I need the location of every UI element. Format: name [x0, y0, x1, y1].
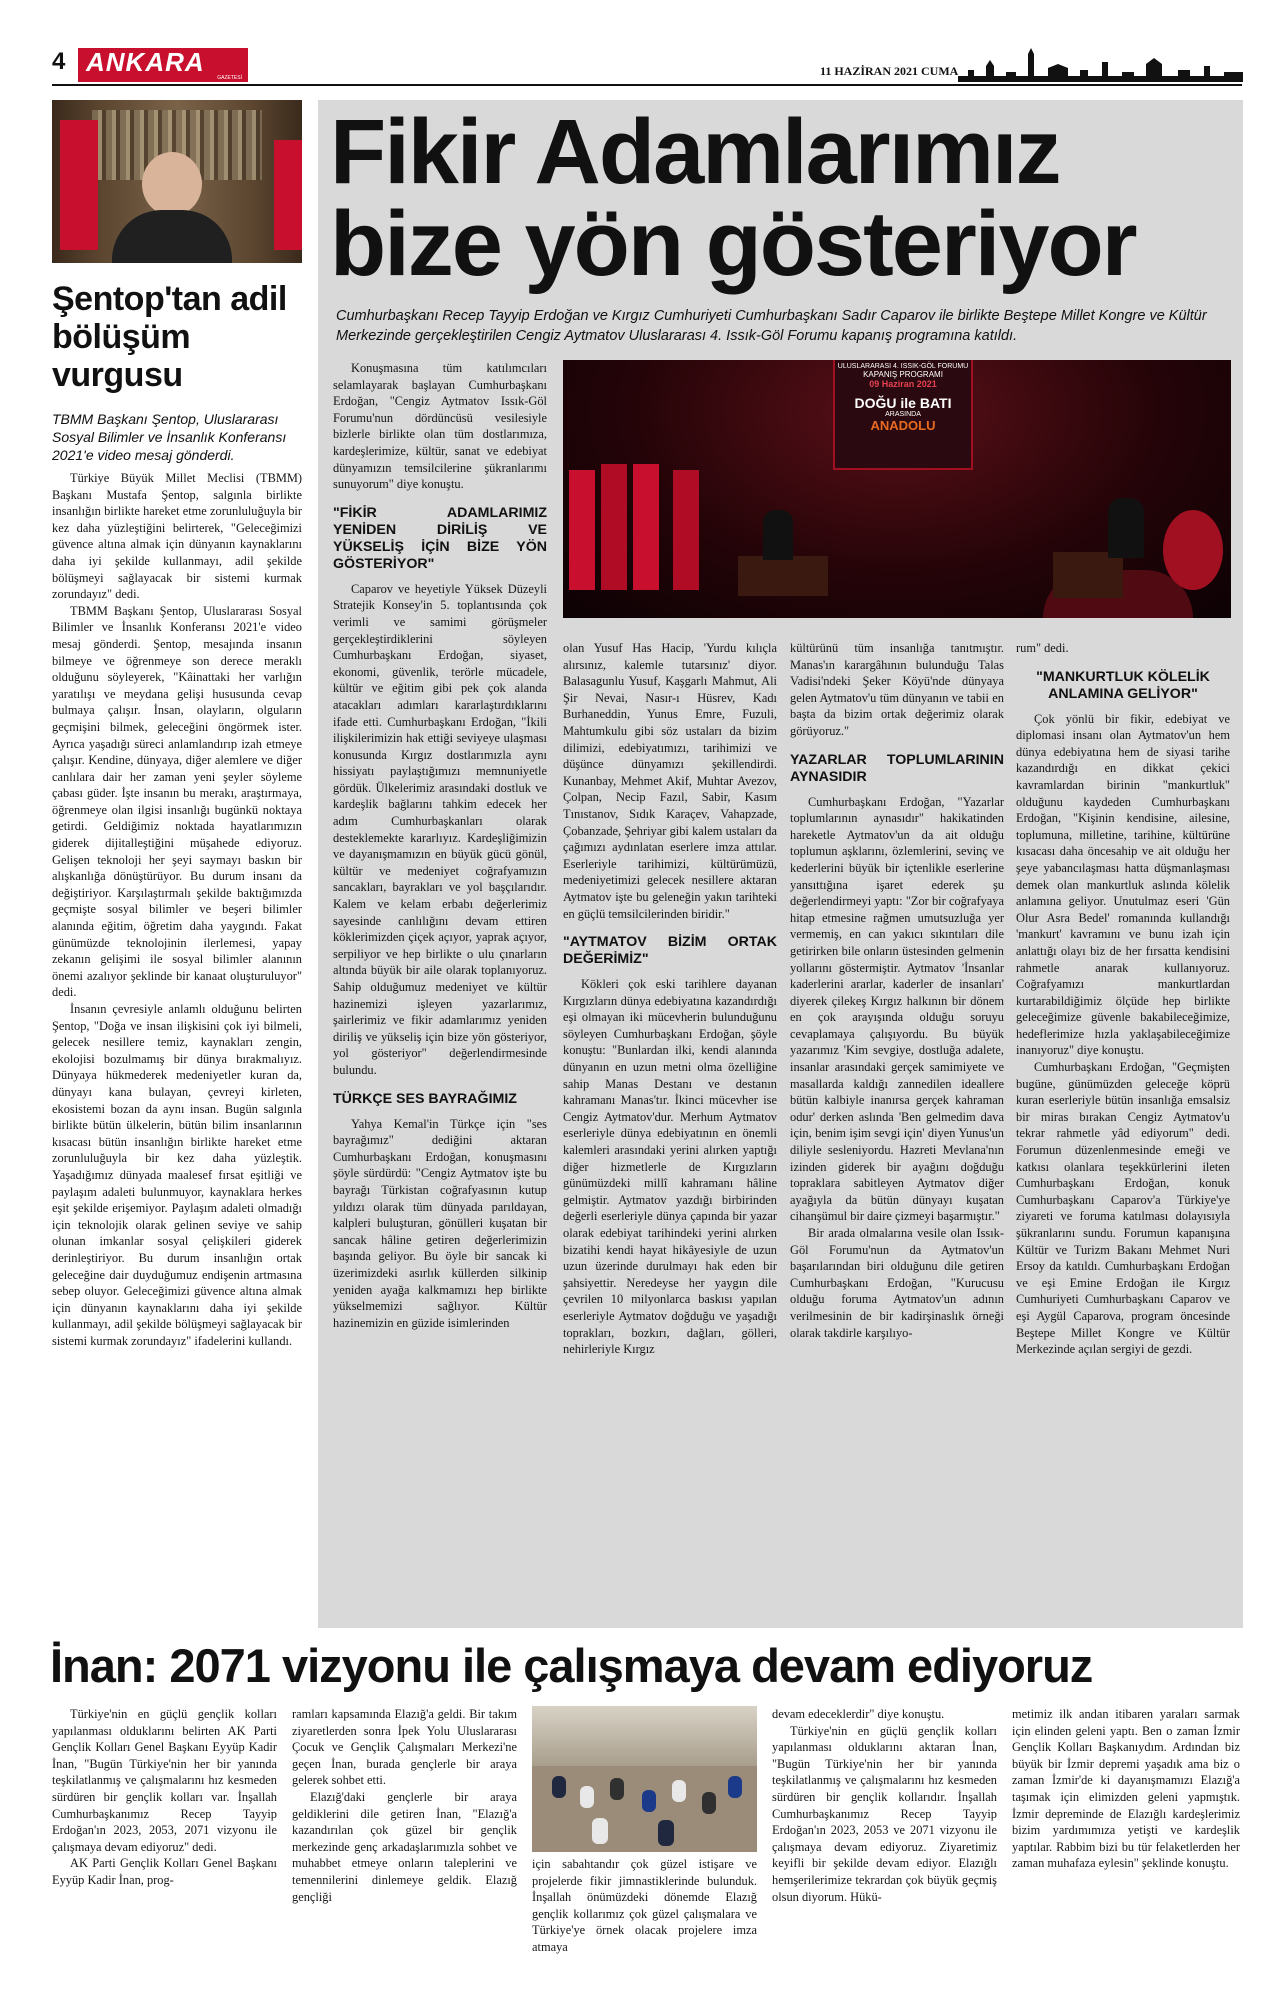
main-col4-body3: Cumhurbaşkanı Erdoğan, "Geçmişten bugüne, günümüzden geleceğe köprü kuran eserleriyle bütün insanlığa emsalsiz bir miras bırakan Cengiz Aytmatov'u tekrar rahmetle yâd ediyorum" dedi. Forumun düzenlenmesinde emeği ve katkısı olanlara teşekkürlerini ileten Cumhurbaşkanı Erdoğan, konuk Cumhurbaşkanı Caparov'a Türkiye'ye ziyareti ve foruma katılması dolayısıyla şükranlarını sundu. Forumun kapanışına Kültür ve Turizm Bakanı Mehmet Nuri Ersoy da katıldı. Cumhurbaşkanı Erdoğan ve eşi Emine Erdoğan ile Kırgız Cumhuriyeti Cumhurbaşkanı Caparov ve eşi Aygül Caparova, program öncesinde Beştepe Millet Kongre ve Kültür Merkezinde açılan sergiyi de gezdi. — [1016, 1060, 1230, 1357]
bottom-col5 — [1012, 1706, 1240, 1872]
side-body — [52, 470, 302, 1349]
main-col1-body: Caparov ve heyetiyle Yüksek Düzeyli Stratejik Konsey'in 5. toplantısında çok verimli ve samimi görüşmeler gerçekleştirdiklerini söyleyen Cumhurbaşkanı Erdoğan, siyaset, ekonomi, güvenlik, terörle mücadele, kültür ve eğitim gibi pek çok alanda atacakları adımları kararlaştırdıklarını ifade etti. Cumhurbaşkanı Erdoğan, "İkili ilişkilerimizin hak ettiği seviyeye ulaşması konusunda Kırgız dostlarımızla aynı hissiyatı paylaştığımızı memnuniyetle gördük. Ülkelerimiz arasındaki dostluk ve kardeşlik bağlarını tahkim edecek her adım Cumhurbaşkanları olarak desteklemekte kararlıyız. Kardeşliğimizin ve dayanışmamızın en büyük gücü gönül, kültür ve medeniyet coğrafyamızın sancakları, bayrakları ve yol başçılarıdır. Kalem ve kelam erbabı değerlerimiz sayesinde canlılığını devam ettiren köklerimizden çiçek açıyor, yaprak açıyor, serpiliyor ve hep birlikte o ulu çınarların altında büyük bir aile olarak toplanıyoruz. Sahip olduğumuz medeniyet ve kültür hazinemizi işleyen yazarlarımız, şairlerimiz ve fikir adamlarımız yeniden diriliş ve yükseliş için bize yön gösteriyor, yol gösteriyor" değerlendirmesinde bulundu. — [333, 581, 547, 1077]
newspaper-logo — [78, 48, 248, 82]
bottom-title: İnan: 2071 vizyonu ile çalışmaya devam ediyoruz — [50, 1639, 1093, 1692]
main-col4-body: rum" dedi. — [1016, 641, 1069, 655]
bottom-col3-body: için sabahtandır çok güzel istişare ve projelerde fikir jimnastiklerinde bulunduk. İnşallah önümüzdeki dönemde Elazığ gençlik kollarımız çok güzel çalışmalara ve Türkiye'ye örnek olacak projelere imza atmaya — [532, 1857, 757, 1954]
main-col4 — [1016, 640, 1230, 1358]
side-paragraph: Türkiye Büyük Millet Meclisi (TBMM) Başkanı Mustafa Şentop, salgınla birlikte insanlığın birlikte hareket etme zorunluluğuyla bir kez daha yüzleştiğini belirterek, "Geleceğimizi güvence altına almak için dünyanın kaynaklarını daha iyi şekilde kullanmayı, adil şekilde bölüşmeyi sağlayacak bir sistemi kurmak zorundayız" dedi. — [52, 471, 302, 602]
bottom-col4 — [772, 1706, 997, 1905]
main-col3-body2: Cumhurbaşkanı Erdoğan, "Yazarlar toplumlarının aynasıdır" hakikatinden hareketle Aytmatov'un da ait olduğu toplumun aşklarını, özlemlerini, sevinç ve kederlerini büyük bir içtenlikle eserlerine yansıttığına işaret ederek şu değerlendirmeyi yaptı: "Zor bir coğrafyaya hitap etmesine rağmen umutsuzluğa yer vermemiş, en can yakıcı sıkıntıları dile getirirken bile onların üstesinden gelmenin yollarını göstermiştir. Aytmatov 'İnsanlar kaderlerini ararlar, kaderler de insanları' diyerek çilekeş Kırgız halkının bir dönem en çok arayışında olduğu soruyu cevaplamaya çalışıyordu. Bu büyük yazarımız 'Kim sevgiye, dostluğa adalete, insanlar arasındaki gerçek samimiyete ve masallarda kaldığı zannedilen ideallere bütün kalbiyle inanırsa gerçek kahraman odur' derken aslında 'Ben gelmedim dava için, benim işim sevgi için' diyen Yunus'un diliyle sesleniyordu. Hazreti Mevlana'nın izinden giderek bir ayağını doğduğu topraklara sabitleyen Aytmatov diğer ayağıyla da bütün dünyayı kuşatan cihanşümul bir daire çizmeyi başarmıştır." — [790, 794, 1004, 1224]
bottom-col1-body: Türkiye'nin en güçlü gençlik kolları yapılanması olduklarını belirten AK Parti Gençlik Kolları Genel Başkanı Eyyüp Kadir İnan, "Bugün Türkiye'nin her bir yanında teşkilatlanmış ve çalışmalarını hız kesmeden sürdüren bir gençlik kolları var. İnşallah Cumhurbaşkanımız Recep Tayyip Erdoğan'ın 2023, 2053, 2071 vizyonu ile çalışmaya devam ediyoruz" dedi. — [52, 1707, 277, 1854]
issue-date: 11 HAZİRAN 2021 CUMA — [820, 64, 959, 78]
screen-line3: 09 Haziran 2021 — [869, 379, 937, 389]
main-title-line1: Fikir Adamlarımız — [330, 101, 1060, 203]
main-col4-heading: "MANKURTLUK KÖLELİK ANLAMINA GELİYOR" — [1036, 668, 1210, 702]
bottom-col5-body: metimiz ilk andan itibaren yaraları sarmak için elinden geleni yaptı. Ben o zaman İzmir Gençlik Kolları Başkanıydım. Ardından biz büyük bir İzmir depremi yaşadık ama biz o zaman İzmir'de ki dayanışmamızı Elazığ'a taşımak için elimizden geleni yapmıştık. İzmir depreminde de Elazığlı kardeşlerimiz bizim yardımımıza yetişti ve kardeşlik yaptılar. Rabbim bizi bu tür felaketlerden her zaman muhafaza eylesin" şeklinde konuştu. — [1012, 1707, 1240, 1871]
main-col2-heading: "AYTMATOV BİZİM ORTAK DEĞERİMİZ" — [563, 934, 777, 968]
bottom-col2-body: ramları kapsamında Elazığ'a geldi. Bir takım ziyaretlerden sonra İpek Yolu Uluslararası Çocuk ve Gençlik Çalışmaları Merkezi'ne geçen İnan, burada gençlerle bir araya gelerek sohbet etti. — [292, 1707, 517, 1788]
main-col3-body3: Bir arada olmalarına vesile olan Issık-Göl Forumu'nun da Aytmatov'un başarılarından biri olduğunu dile getiren Cumhurbaşkanı Erdoğan, "Kurucusu olduğu foruma Aytmatov'un adının verilmesinin de bir kadirşinaslık örneği olarak takdirle karşılıyo- — [790, 1226, 1004, 1340]
main-col2-body2: Kökleri çok eski tarihlere dayanan Kırgızların dünya edebiyatına kazandırdığı eşi olmayan iki mücevherin bulunduğunu söyleyen Cumhurbaşkanı Erdoğan, şöyle konuştu: "Bunlardan ilki, kendi alanında dünyanın en uzun metni olma özelliğine sahip Manas Destanı ve destanın kahramanı Manas'tır. İkinci mücevher ise Cengiz Aytmatov'dur. Merhum Aytmatov eserleriyle dünya edebiyatının en önemli kalemleri arasındaki yerini alırken yaptığı diğer hizmetlerle de Kırgızların günümüzdeki millî kahramanı hâline gelmiştir. Aytmatov yazdığı birbirinden değerli eserleriyle dünya çapında bir yazar olarak edebiyat tarihindeki yerini alırken bizatihi kendi hayat hikâyesiyle de uzun uzun üzerinde durulmayı hak eden bir şahsiyettir. Neredeyse her yaygın dile çevrilen 10 milyonlarca baskısı yapılan eserleriyle Aytmatov doğduğu ve yaşadığı toprakları, bozkırı, dağları, gölleri, nehirleriyle Kırgız — [563, 977, 777, 1357]
main-col1-intro: Konuşmasına tüm katılımcıları selamlayarak başlayan Cumhurbaşkanı Erdoğan, "Cengiz Aytmatov Issık-Göl Forumu'nun dördüncüsü vesilesiyle bizlerle birlikte olan tüm dostlarımıza, kardeşlerimize, kültür, sanat ve edebiyat dünyamızın temsilcilerine şükranlarımı sunuyorum" diye konuştu. — [333, 361, 547, 492]
header-rule — [52, 84, 1242, 86]
screen-line6: ANADOLU — [870, 418, 936, 433]
bottom-col4-body2: Türkiye'nin en güçlü gençlik kolları yapılanması olduklarını aktaran İnan, "Bugün Türkiye'nin her bir yanında teşkilatlanmış ve çalışmalarını hız kesmeden sürdüren bir gençlik kollarıdır. İnşallah Cumhurbaşkanımız Recep Tayyip Erdoğan'ın 2023, 2053 ve 2071 vizyonu ile çalışmaya devam ediyoruz. Ziyaretimiz keyifli bir şekilde devam ediyor. Elazığlı hemşerilerimize tekrardan çok büyük geçmiş olsun diyorum. Hükü- — [772, 1723, 997, 1904]
main-title-line2: bize yön gösteriyor — [330, 193, 1136, 295]
main-col2 — [563, 640, 777, 1358]
side-lead: TBMM Başkanı Şentop, Uluslararası Sosyal Bilimler ve İnsanlık Konferansı 2021'e video mesaj gönderdi. — [52, 411, 287, 463]
logo-sub: GAZETESİ — [217, 75, 242, 81]
bottom-col2-body2: Elazığ'daki gençlerle bir araya geldiklerini dile getiren İnan, "Elazığ'a kazandırılan çok güzel bir gençlik merkezinde genç arkadaşlarımızla sohbet ve muhabbet etmeye onların taleplerini ve temennilerini dinlemeye geldik. Elazığ gençliği — [292, 1789, 517, 1904]
page-number: 4 — [52, 48, 66, 75]
screen-line4: DOĞU ile BATI — [854, 395, 952, 411]
bottom-col1-body2: AK Parti Gençlik Kolları Genel Başkanı Eyyüp Kadir İnan, prog- — [52, 1856, 277, 1887]
main-col4-body2: Çok yönlü bir fikir, edebiyat ve diplomasi insanı olan Aytmatov'un hem dünya edebiyatına hem de siyasi tarihe kazandırdığı en dikkat çekici kavramlardan birinin "mankurtluk" olduğunu kaydeden Cumhurbaşkanı Erdoğan, "Kişinin kendisine, ailesine, toplumuna, milletine, tarihine, kültürüne kısacası daha öncesahip ve ait olduğu her şeye yabancılaşması hatta düşmanlaşması demek olan mankurtluk aslında kölelik anlamına geliyor. Unutulmaz eseri 'Gün Olur Asra Bedel' romanında kullandığı 'mankurt' kavramını ve bunu izah için anlattığı olayı biz de her fırsatta kendisini rahmetle anarak kullanıyoruz. Coğrafyamızı mankurtlardan kurtarabildiğimiz ölçüde hep birlikte geleceğimize güvenle bakabileceğimize, hedeflerimize hızla yaklaşabileceğimize inanıyoruz" diye konuştu. — [1016, 711, 1230, 1058]
main-col1-body2: Yahya Kemal'in Türkçe için "ses bayrağımız" dediğini aktaran Cumhurbaşkanı Erdoğan, konuşmasını şöyle sürdürdü: "Cengiz Aytmatov işte bu bayrağı Türkistan coğrafyasının kutup yıldızı olarak tüm dünyada parıldayan, kalpleri buluşturan, gönülleri kuşatan bir sancak hâline getiren değerlerimizin başında geliyor. Bu öyle bir sancak ki üzerimizdeki asırlık küllerden silkinip yeniden ayağa kalkmamızı hep birlikte yükselmemizi sağlıyor. Kültür hazinemizin en güzide isimlerinden — [333, 1116, 547, 1330]
main-col3-heading: YAZARLAR TOPLUMLARININ AYNASIDIR — [790, 751, 1004, 785]
logo-text: ANKARA — [86, 47, 205, 77]
main-col1 — [333, 360, 547, 1331]
bottom-col3 — [532, 1856, 757, 1956]
forum-photo — [563, 360, 1231, 618]
main-col1-heading: "FİKİR ADAMLARIMIZ YENİDEN DİRİLİŞ VE YÜKSELİŞ İÇİN BİZE YÖN GÖSTERİYOR" — [333, 504, 547, 572]
main-col3-body: kültürünü tüm insanlığa tanıtmıştır. Manas'ın karargâhının bulunduğu Talas Vadisi'ndeki Şeker Köyü'nde dünyaya gelen Aytmatov'u tüm dünyanın ve tabii en başta da bizim ortak değerimiz olarak görüyoruz." — [790, 641, 1004, 738]
screen-line5: ARASINDA — [885, 411, 921, 418]
city-skyline-icon — [958, 48, 1243, 82]
side-paragraph: İnsanın çevresiyle anlamlı olduğunu belirten Şentop, "Doğa ve insan ilişkisini çok iyi bilmeli, gelecek nesillere temiz, kaynakları zengin, ekolojisi bozulmamış bir dünya bırakmalıyız. Dünyaya hükmederek medeniyetler kuran da, dünyayı kana bulayan, çevreyi kirleten, ekosistemi bozan da aynı insan. Bugün salgınla birlikte bütün ülkelerin, bütün bilim insanlarının kısacası bütün insanlığın birlikte hareket etme zorunluluğuyla bir kez daha yüzleştik. Yaşadığımız dünyada maalesef fırsat eşitliği ve paylaşım adaleti bulunmuyor, kaynaklara herkes eşit şekilde erişemiyor. Paylaşım adaleti olmadığı için teknolojik olarak gelinen seviye ve sahip olunan imkanlar sosyal çelişkileri giderek derinleştiriyor. Bu durum insanlığın ortak geleceğine dair duyduğumuz endişenin artmasına sebep oluyor. Geleceğimizi güvence altına almak için dünyanın kaynaklarını daha iyi şekilde kullanmayı, adil şekilde bölüşmeyi sağlayacak bir sistemi kurmak zorundayız" ifadelerini kullandı. — [52, 1002, 302, 1348]
side-title: Şentop'tan adil bölüşüm vurgusu — [52, 280, 287, 394]
bottom-col1 — [52, 1706, 277, 1889]
main-subtitle: Cumhurbaşkanı Recep Tayyip Erdoğan ve Kırgız Cumhuriyeti Cumhurbaşkanı Sadır Caparov ile birlikte Beştepe Millet Kongre ve Kültür Merkezinde gerçekleştirilen Cengiz Aytmatov Uluslararası 4. Issık-Göl Forumu kapanış programına katıldı. — [336, 308, 1207, 344]
screen-line2: KAPANIŞ PROGRAMI — [863, 370, 943, 379]
sentop-photo — [52, 100, 302, 263]
main-col1-heading2: TÜRKÇE SES BAYRAĞIMIZ — [333, 1090, 517, 1107]
bottom-col4-body: devam edeceklerdir" diye konuştu. — [772, 1707, 945, 1721]
main-col3 — [790, 640, 1004, 1341]
screen-line1: ULUSLARARASI 4. ISSIK-GÖL FORUMU — [837, 363, 969, 370]
youth-meeting-photo — [532, 1706, 757, 1852]
bottom-col2 — [292, 1706, 517, 1905]
main-col2-body: olan Yusuf Has Hacip, 'Yurdu kılıçla alırsınız, kalemle tutarsınız' diyor. Balasagunlu Yusuf, Kaşgarlı Mahmut, Ali Şir Nevai, Nasır-ı Hüsrev, Kadı Burhaneddin, Yunus Emre, Fuzuli, Mahtumkulu gibi söz ustaları da bizim dilimizi, edebiyatımızı, tarihimizi ve düşünce dünyamızı şekillendirdi. Kunanbay, Mehmet Akif, Muhtar Avezov, Çolpan, Necip Fazıl, Sabir, Kasım Tınıstanov, Sıdık Karaçev, Vahapzade, Çobanzade, Şehriyar gibi kalem ustaları da çağımızı aydınlatan eserlere imza attılar. Eserleriyle tarihimizi, kültürümüzü, medeniyetimizi gelecek nesillere aktaran Aytmatov işte bu geleneğin yakın tarihteki en güçlü temsilcilerinden biridir." — [563, 641, 777, 921]
side-paragraph: TBMM Başkanı Şentop, Uluslararası Sosyal Bilimler ve İnsanlık Konferansı 2021'e video mesaj gönderdi. Şentop, mesajında insanın bilmeye ve öğrenmeye son derece meraklı olduğunu söyleyerek, "Kâinattaki her varlığın yaratılışı ve meydana gelişi hususunda cevap bulmaya çalışır. İnsan, olayların, olguların geçmişini bilmek, geleceğini öngörmek ister. Ayrıca yaşadığı süreci anlamlandırıp izah etmeye çalışır. Kendine, dünyaya, diğer alemlere ve diğer canlılara dair her zaman yeni şeyler söyleme çabası güder. İşte insanın bu merakı, araştırmaya, öğrenmeye olan ilgisi insanlığı bugünkü noktaya getirdi. Geldiğimiz noktada hayatlarımızın giderek dijitalleştiğini müşahede ediyoruz. Gelişen teknoloji her şeyi saymayı baskın bir alışkanlığa dönüştürüyor. Bu durum insanı da değiştiriyor. Karşılaştırmalı şekilde baktığımızda geçmişte sosyal bilimler ve beşeri bilimler alanında eğitim, öğretim daha yaygındı. Fakat günümüzde teknolojinin ilerlemesi, yapay zekanın gelişimi ile sosyal bilimler alanının önemi azalıyor şeklinde bir kanaat oluşturuluyor" dedi. — [52, 603, 302, 1000]
